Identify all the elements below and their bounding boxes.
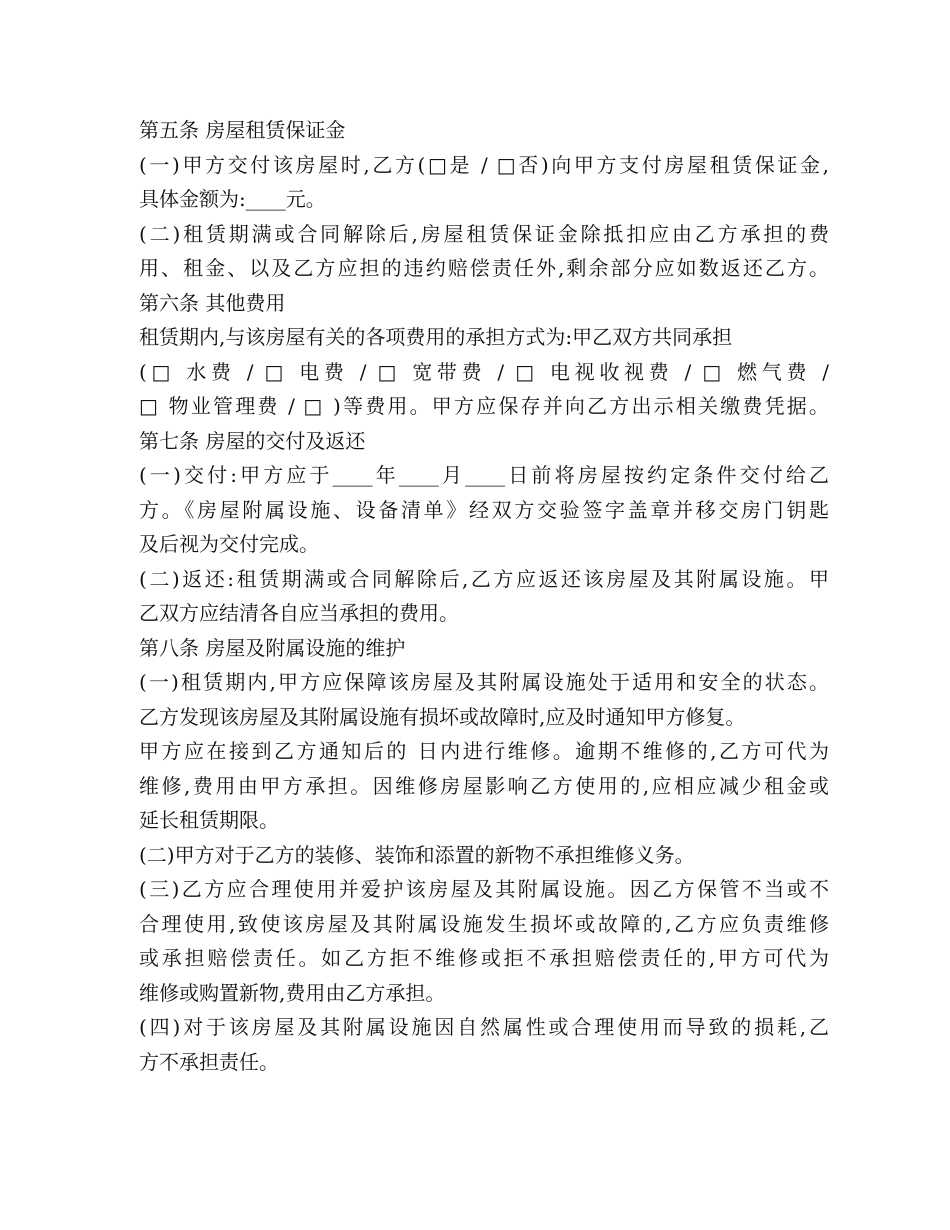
paragraph-line: (二)甲方对于乙方的装修、装饰和添置的新物不承担维修义务。	[139, 842, 695, 867]
paragraph-line: (二)返还:租赁期满或合同解除后,乙方应返还该房屋及其附属设施。甲	[139, 566, 829, 591]
paragraph-line: 延长租赁期限。	[139, 808, 279, 832]
paragraph-line: 合理使用,致使该房屋及其附属设施发生损坏或故障的,乙方应负责维修	[139, 911, 829, 936]
paragraph-line: 乙方发现该房屋及其附属设施有损坏或故障时,应及时通知甲方修复。	[139, 704, 746, 729]
paragraph-line: 甲方应在接到乙方通知后的 日内进行维修。逾期不维修的,乙方可代为	[139, 739, 829, 763]
paragraph-line: (一)甲方交付该房屋时,乙方(□是 / □否)向甲方支付房屋租赁保证金,	[139, 152, 829, 177]
paragraph-line: 维修或购置新物,费用由乙方承担。	[139, 980, 446, 1005]
paragraph-line: (二)租赁期满或合同解除后,房屋租赁保证金除抵扣应由乙方承担的费	[139, 221, 829, 246]
paragraph-line: (□ 水费 / □ 电费 / □ 宽带费 / □ 电视收视费 / □ 燃气费 /	[139, 359, 829, 384]
paragraph-line: 用、租金、以及乙方应担的违约赔偿责任外,剩余部分应如数返还乙方。	[139, 256, 829, 280]
heading-article-6: 第六条 其他费用	[139, 290, 286, 315]
paragraph-line: 方不承担责任。	[139, 1049, 279, 1074]
heading-article-7: 第七条 房屋的交付及返还	[139, 428, 366, 453]
paragraph-line: (四)对于该房屋及其附属设施因自然属性或合理使用而导致的损耗,乙	[139, 1015, 829, 1039]
paragraph-line: 具体金额为:____元。	[139, 187, 326, 211]
paragraph-line: 或承担赔偿责任。如乙方拒不维修或拒不承担赔偿责任的,甲方可代为	[139, 946, 829, 970]
paragraph-line: (三)乙方应合理使用并爱护该房屋及其附属设施。因乙方保管不当或不	[139, 877, 829, 901]
paragraph-line: 租赁期内,与该房屋有关的各项费用的承担方式为:甲乙双方共同承担	[139, 325, 733, 349]
paragraph-line: 维修,费用由甲方承担。因维修房屋影响乙方使用的,应相应减少租金或	[139, 773, 829, 798]
heading-article-8: 第八条 房屋及附属设施的维护	[139, 635, 406, 660]
document-page	[139, 113, 829, 1079]
paragraph-line: (一)交付:甲方应于____年____月____日前将房屋按约定条件交付给乙	[139, 463, 829, 487]
paragraph-line: □ 物业管理费 / □ )等费用。甲方应保存并向乙方出示相关缴费凭据。	[139, 394, 829, 418]
paragraph-line: 方。《房屋附属设施、设备清单》经双方交验签字盖章并移交房门钥匙	[139, 497, 829, 522]
heading-article-5: 第五条 房屋租赁保证金	[139, 118, 346, 142]
paragraph-line: 乙双方应结清各自应当承担的费用。	[139, 601, 459, 625]
paragraph-line: 及后视为交付完成。	[139, 532, 319, 556]
paragraph-line: (一)租赁期内,甲方应保障该房屋及其附属设施处于适用和安全的状态。	[139, 670, 829, 694]
